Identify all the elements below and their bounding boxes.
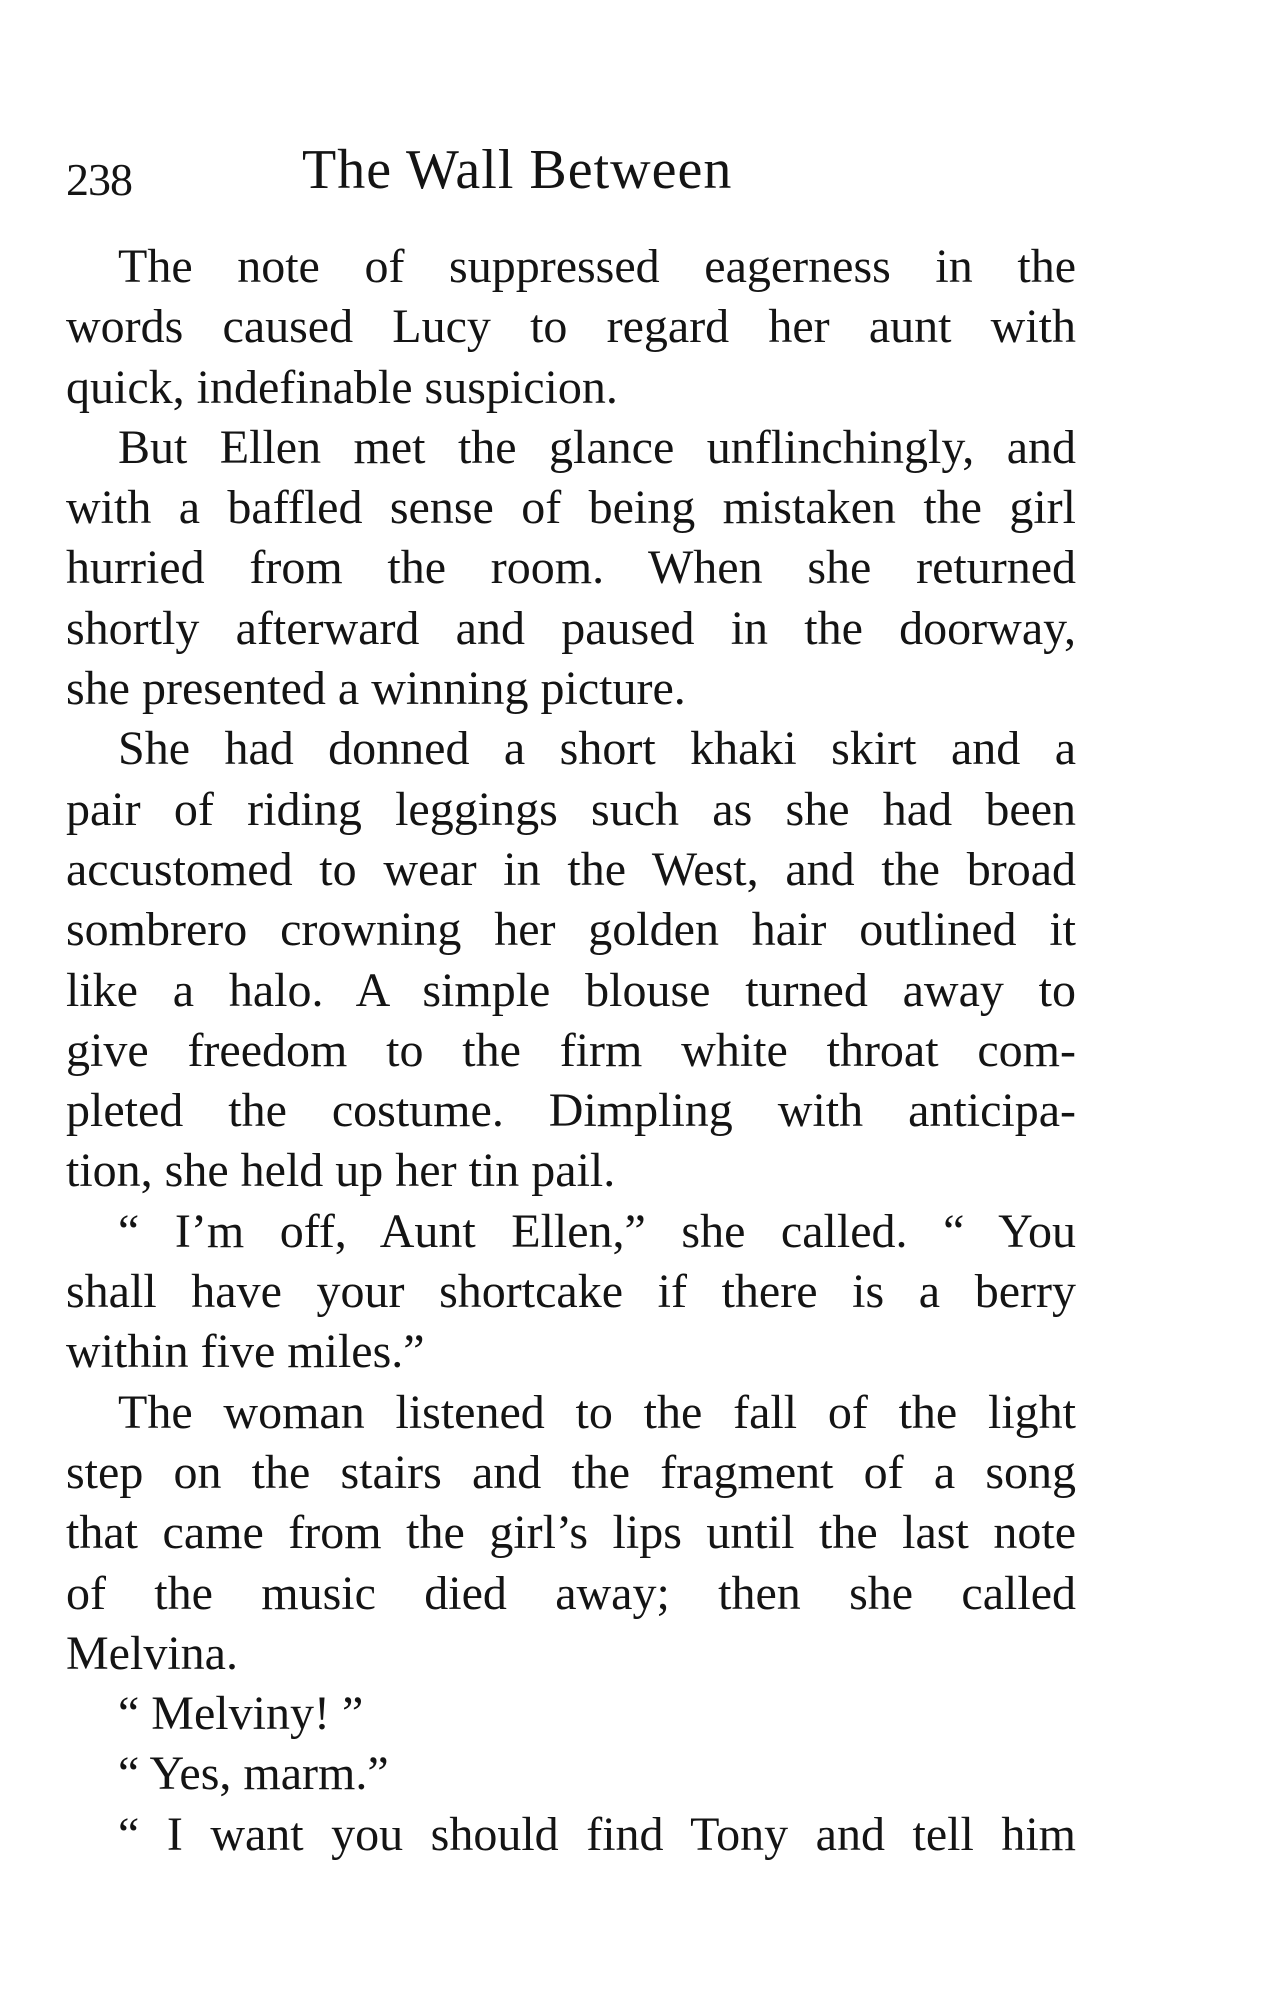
- text-line: quick, indefinable suspicion.: [66, 360, 618, 414]
- text-line: But Ellen met the glance unflinchingly, and: [118, 420, 1076, 474]
- text-line: pair of riding leggings such as she had been: [66, 782, 1076, 836]
- text-line: tion, she held up her tin pail.: [66, 1144, 616, 1198]
- text-line: The woman listened to the fall of the light: [118, 1385, 1076, 1439]
- text-line: accustomed to wear in the West, and the broad: [66, 842, 1076, 896]
- text-line: “ I’m off, Aunt Ellen,” she called. “ You: [118, 1204, 1076, 1258]
- text-line: that came from the girl’s lips until the last note: [66, 1506, 1076, 1560]
- text-line: give freedom to the firm white throat com-: [66, 1023, 1076, 1077]
- text-line: shall have your shortcake if there is a berry: [66, 1265, 1076, 1319]
- text-line: pleted the costume. Dimpling with anticipa-: [66, 1084, 1076, 1138]
- text-line: step on the stairs and the fragment of a song: [66, 1445, 1076, 1499]
- text-line: she presented a winning picture.: [66, 662, 686, 716]
- text-line: of the music died away; then she called: [66, 1566, 1076, 1620]
- page-number: 238: [66, 154, 132, 205]
- text-line: within five miles.”: [66, 1325, 425, 1379]
- text-line: words caused Lucy to regard her aunt with: [66, 300, 1076, 354]
- running-title: The Wall Between: [302, 139, 733, 201]
- body-text: [66, 237, 1076, 1865]
- text-line: “ Melviny! ”: [118, 1687, 364, 1741]
- text-line: “ Yes, marm.”: [118, 1747, 389, 1801]
- text-line: “ I want you should find Tony and tell him: [118, 1807, 1076, 1861]
- text-line: hurried from the room. When she returned: [66, 541, 1076, 595]
- text-line: She had donned a short khaki skirt and a: [118, 722, 1076, 776]
- text-line: The note of suppressed eagerness in the: [118, 240, 1076, 293]
- text-line: Melvina.: [66, 1626, 238, 1680]
- text-line: sombrero crowning her golden hair outlined it: [66, 903, 1076, 957]
- text-line: like a halo. A simple blouse turned away to: [66, 963, 1076, 1017]
- page-header: [66, 140, 1066, 210]
- text-line: shortly afterward and paused in the doorway,: [66, 601, 1076, 655]
- text-line: with a baffled sense of being mistaken the girl: [66, 481, 1076, 535]
